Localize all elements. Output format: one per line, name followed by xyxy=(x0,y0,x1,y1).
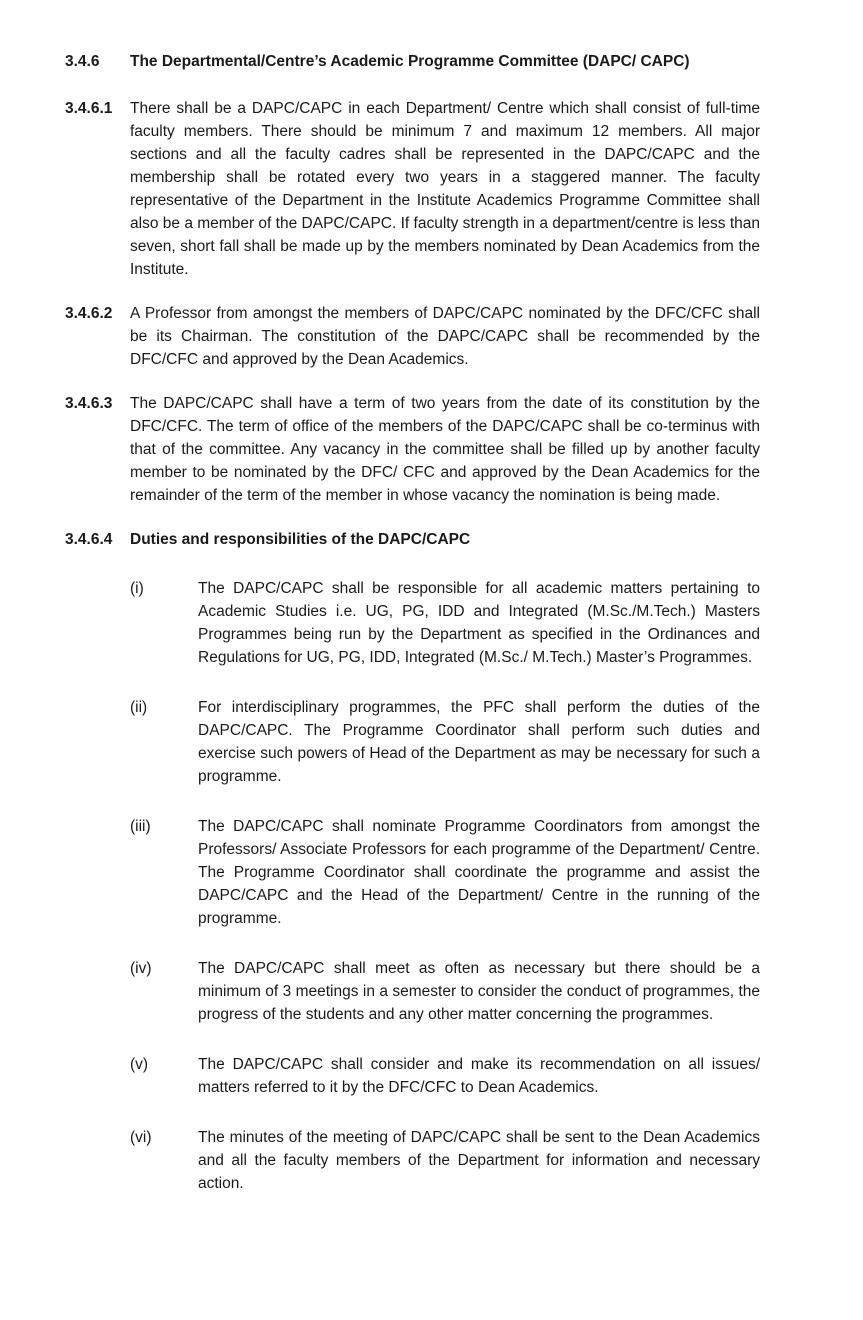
duties-list xyxy=(130,577,760,1195)
section-text: The DAPC/CAPC shall have a term of two years from the date of its constitution by the DFC/CFC. The term of office of the members of the DAPC/CAPC shall be co-terminus with that of the committee. Any vacancy in the committee shall be filled up by another faculty member to be nominated by the DFC/ CFC and approved by the Dean Academics for the remainder of the term of the member in whose vacancy the nomination is being made. xyxy=(130,395,760,504)
list-item-vi xyxy=(130,1126,760,1195)
section-3464 xyxy=(65,528,760,551)
list-item-text: The DAPC/CAPC shall meet as often as necessary but there should be a minimum of 3 meetings in a semester to consider the conduct of programmes, the progress of the students and any other matter concerning the programmes. xyxy=(198,960,760,1023)
list-item-text: The minutes of the meeting of DAPC/CAPC shall be sent to the Dean Academics and all the faculty members of the Department for information and necessary action. xyxy=(198,1129,760,1192)
list-item-marker: (v) xyxy=(130,1056,149,1073)
section-number: 3.4.6.3 xyxy=(65,395,113,412)
list-item-text: For interdisciplinary programmes, the PFC shall perform the duties of the DAPC/CAPC. The Programme Coordinator shall perform such duties and exercise such powers of Head of the Department as may be necessary for such a programme. xyxy=(198,699,760,785)
list-item-v xyxy=(130,1053,760,1099)
list-item-marker: (iv) xyxy=(130,960,152,977)
section-3463 xyxy=(65,392,760,507)
section-3461 xyxy=(65,97,760,281)
list-item-iii xyxy=(130,815,760,930)
section-text: There shall be a DAPC/CAPC in each Department/ Centre which shall consist of full-time faculty members. There should be minimum 7 and maximum 12 members. All major sections and all the faculty cadres shall be represented in the DAPC/CAPC and the membership shall be rotated every two years in a staggered manner. The faculty representative of the Department in the Institute Academics Programme Committee shall also be a member of the DAPC/CAPC. If faculty strength in a department/centre is less than seven, short fall shall be made up by the members nominated by Dean Academics from the Institute. xyxy=(130,100,760,278)
list-item-iv xyxy=(130,957,760,1026)
section-heading-text: The Departmental/Centre’s Academic Programme Committee (DAPC/ CAPC) xyxy=(130,53,690,70)
section-number: 3.4.6.1 xyxy=(65,100,113,117)
list-item-text: The DAPC/CAPC shall nominate Programme Coordinators from amongst the Professors/ Associate Professors for each programme of the Department/ Centre. The Programme Coordinator shall coordinate the programme and assist the DAPC/CAPC and the Head of the Department/ Centre in the running of the programme. xyxy=(198,818,760,927)
section-title-text: Duties and responsibilities of the DAPC/CAPC xyxy=(130,531,471,548)
list-item-text: The DAPC/CAPC shall be responsible for all academic matters pertaining to Academic Studies i.e. UG, PG, IDD and Integrated (M.Sc./M.Tech.) Masters Programmes being run by the Department as specified in the Ordinances and Regulations for UG, PG, IDD, Integrated (M.Sc./ M.Tech.) Master’s Programmes. xyxy=(198,580,760,666)
section-number: 3.4.6 xyxy=(65,53,100,70)
section-number: 3.4.6.4 xyxy=(65,531,113,548)
section-number: 3.4.6.2 xyxy=(65,305,113,322)
list-item-marker: (i) xyxy=(130,580,144,597)
list-item-ii xyxy=(130,696,760,788)
list-item-i xyxy=(130,577,760,669)
section-3462 xyxy=(65,302,760,371)
section-heading-346 xyxy=(65,50,760,73)
list-item-marker: (vi) xyxy=(130,1129,152,1146)
section-text: A Professor from amongst the members of DAPC/CAPC nominated by the DFC/CFC shall be its Chairman. The constitution of the DAPC/CAPC shall be recommended by the DFC/CFC and approved by the Dean Academics. xyxy=(130,305,760,368)
list-item-text: The DAPC/CAPC shall consider and make its recommendation on all issues/ matters referred to it by the DFC/CFC to Dean Academics. xyxy=(198,1056,760,1096)
list-item-marker: (iii) xyxy=(130,818,151,835)
list-item-marker: (ii) xyxy=(130,699,148,716)
